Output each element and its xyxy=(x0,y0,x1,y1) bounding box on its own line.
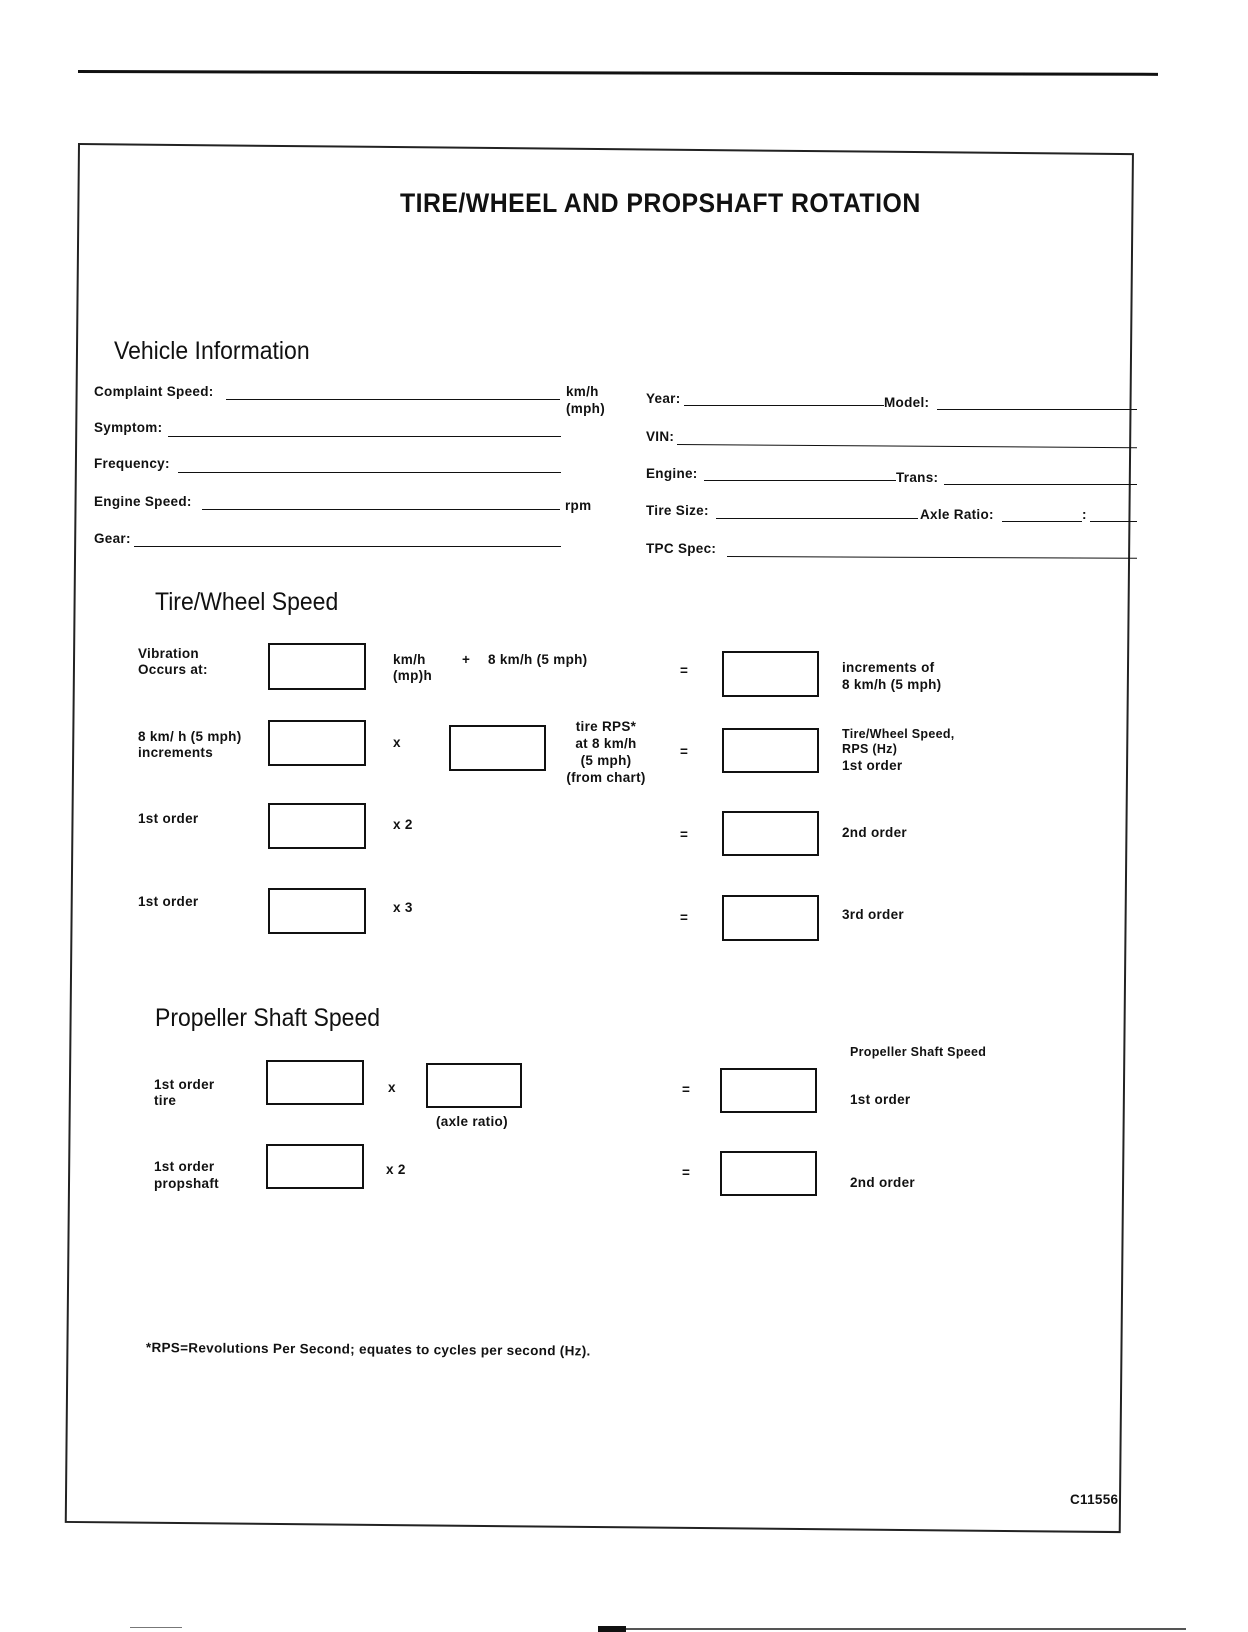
prop-first-order-label-1: 1st order xyxy=(154,1077,215,1092)
gear-field[interactable] xyxy=(134,546,561,547)
prop-first-order-propshaft-box[interactable] xyxy=(266,1144,364,1189)
footnote: *RPS=Revolutions Per Second; equates to cycles per second (Hz). xyxy=(145,1340,591,1359)
axle-ratio-caption: (axle ratio) xyxy=(436,1114,508,1129)
propshaft-heading: Propeller Shaft Speed xyxy=(155,1004,381,1032)
engine-speed-label: Engine Speed: xyxy=(94,494,192,509)
prop-propshaft-label-2: propshaft xyxy=(154,1176,219,1191)
complaint-unit-kmh: km/h xyxy=(566,384,599,399)
third-order-label: 3rd order xyxy=(842,907,904,922)
axle-ratio-colon: : xyxy=(1082,507,1087,522)
equals-4: = xyxy=(680,910,689,925)
equals-1: = xyxy=(680,663,689,678)
axle-ratio-box[interactable] xyxy=(426,1063,522,1108)
first-order-box-a[interactable] xyxy=(268,803,366,849)
equals-2: = xyxy=(680,744,689,759)
tire-size-label: Tire Size: xyxy=(646,503,709,518)
engine-label: Engine: xyxy=(646,466,698,481)
model-field[interactable] xyxy=(937,409,1137,410)
prop-second-order-result-box[interactable] xyxy=(720,1151,817,1196)
bottom-left-mark xyxy=(130,1627,182,1628)
tpc-spec-label: TPC Spec: xyxy=(646,541,717,556)
increments-label-1: increments of xyxy=(842,660,935,675)
divisor-label: 8 km/h (5 mph) xyxy=(488,652,588,667)
tire-wheel-heading: Tire/Wheel Speed xyxy=(155,588,339,616)
prop-second-order-result-label: 2nd order xyxy=(850,1175,915,1190)
complaint-speed-label: Complaint Speed: xyxy=(94,384,214,399)
tire-rps-note-3: (5 mph) xyxy=(580,753,632,768)
trans-field[interactable] xyxy=(944,484,1137,485)
plus-operator: + xyxy=(462,652,471,667)
times-three-operator: x 3 xyxy=(393,900,413,915)
third-order-box[interactable] xyxy=(722,895,819,941)
prop-first-order-result-box[interactable] xyxy=(720,1068,817,1113)
first-order-label-a: 1st order xyxy=(138,811,199,826)
bottom-center-mark xyxy=(598,1626,626,1632)
tire-wheel-speed-label-2: RPS (Hz) xyxy=(842,742,898,756)
first-order-box-b[interactable] xyxy=(268,888,366,934)
increments-label-2: 8 km/h (5 mph) xyxy=(842,677,942,692)
model-label: Model: xyxy=(884,395,930,410)
trans-label: Trans: xyxy=(896,470,939,485)
prop-first-order-tire-box[interactable] xyxy=(266,1060,364,1105)
tire-wheel-speed-box[interactable] xyxy=(722,728,819,773)
vibration-unit-mph: (mp)h xyxy=(393,668,432,683)
year-field[interactable] xyxy=(684,405,884,406)
second-order-box[interactable] xyxy=(722,811,819,856)
axle-ratio-field-1[interactable] xyxy=(1002,521,1082,522)
axle-ratio-field-2[interactable] xyxy=(1090,521,1137,522)
form-title: TIRE/WHEEL AND PROPSHAFT ROTATION xyxy=(400,188,921,218)
tire-rps-note-2: at 8 km/h xyxy=(575,736,637,751)
first-order-label-b: 1st order xyxy=(138,894,199,909)
tire-wheel-speed-label-1: Tire/Wheel Speed, xyxy=(842,727,955,741)
tire-rps-box[interactable] xyxy=(449,725,546,771)
equals-5: = xyxy=(682,1082,691,1097)
complaint-unit-mph: (mph) xyxy=(566,401,605,416)
prop-propshaft-label-1: 1st order xyxy=(154,1159,215,1174)
times-two-operator: x 2 xyxy=(393,817,413,832)
prop-first-order-result-label: 1st order xyxy=(850,1092,911,1107)
equals-3: = xyxy=(680,827,689,842)
vehicle-info-heading: Vehicle Information xyxy=(114,337,310,365)
year-label: Year: xyxy=(646,391,681,406)
times-operator-1: x xyxy=(393,735,401,750)
propshaft-result-heading: Propeller Shaft Speed xyxy=(850,1045,987,1059)
gear-label: Gear: xyxy=(94,531,131,546)
vibration-label-2: Occurs at: xyxy=(138,662,208,677)
bottom-right-mark xyxy=(626,1628,1186,1630)
engine-speed-field[interactable] xyxy=(202,509,560,510)
vibration-speed-box[interactable] xyxy=(268,643,366,690)
tire-rps-note-4: (from chart) xyxy=(566,770,646,785)
symptom-label: Symptom: xyxy=(94,420,163,435)
axle-ratio-label: Axle Ratio: xyxy=(920,507,994,522)
increments-box[interactable] xyxy=(722,651,819,697)
complaint-speed-field[interactable] xyxy=(226,399,560,400)
top-rule xyxy=(78,70,1158,76)
second-order-label: 2nd order xyxy=(842,825,907,840)
increments-row-label-2: increments xyxy=(138,745,214,760)
engine-field[interactable] xyxy=(704,480,896,481)
tire-size-field[interactable] xyxy=(716,518,918,519)
vibration-unit-kmh: km/h xyxy=(393,652,426,667)
prop-times-two-operator: x 2 xyxy=(386,1162,406,1177)
frequency-field[interactable] xyxy=(178,472,561,473)
prop-times-operator: x xyxy=(388,1080,396,1095)
increments-input-box[interactable] xyxy=(268,720,366,766)
prop-first-order-label-2: tire xyxy=(154,1093,177,1108)
symptom-field[interactable] xyxy=(168,436,561,437)
equals-6: = xyxy=(682,1165,691,1180)
figure-code: C11556 xyxy=(1070,1492,1119,1507)
vin-label: VIN: xyxy=(646,429,675,444)
engine-speed-unit: rpm xyxy=(565,498,592,513)
tire-rps-note-1: tire RPS* xyxy=(575,719,637,734)
tire-wheel-speed-label-3: 1st order xyxy=(842,758,903,773)
increments-row-label-1: 8 km/ h (5 mph) xyxy=(138,729,242,744)
frequency-label: Frequency: xyxy=(94,456,170,471)
vibration-label-1: Vibration xyxy=(138,646,199,661)
